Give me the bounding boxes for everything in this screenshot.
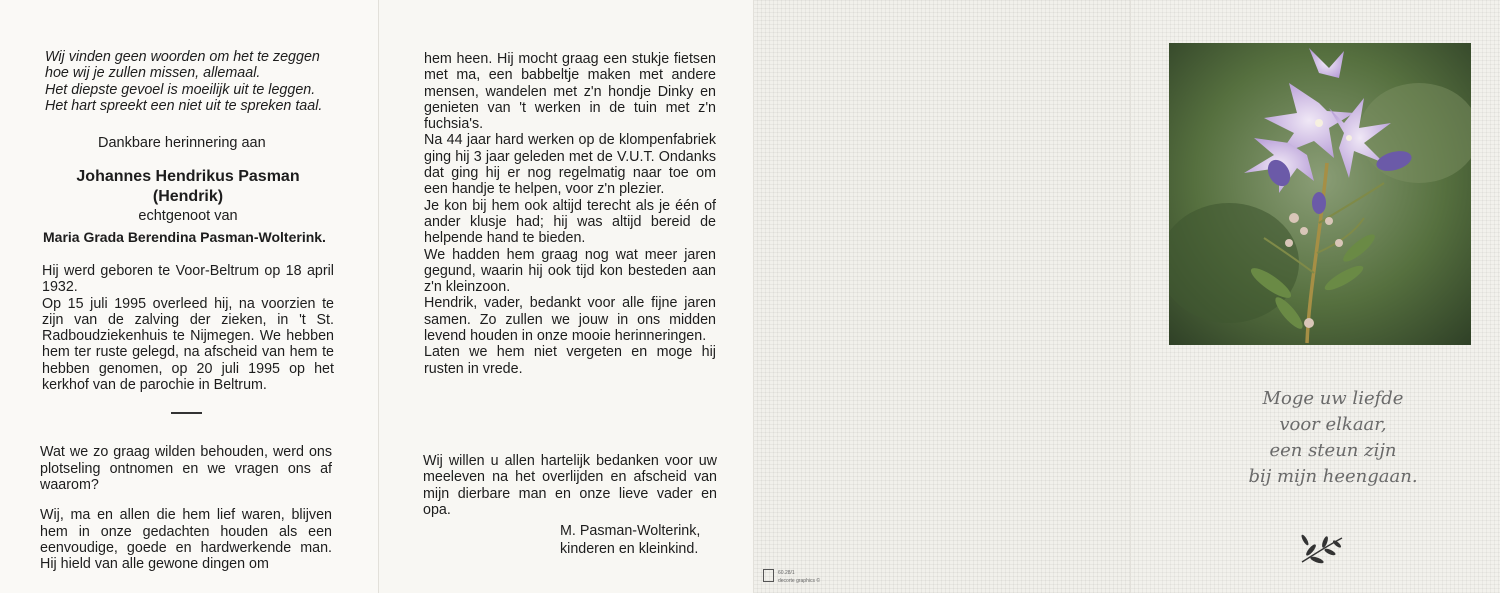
panel-poem-bio <box>0 0 378 593</box>
publisher-logo-icon <box>763 569 774 582</box>
signature-line: M. Pasman-Wolterink, <box>560 523 701 539</box>
leaf-ornament-icon <box>1297 530 1347 570</box>
remembrance-paragraph: Wij, ma en allen die hem lief waren, blijven hem in onze gedachten houden als een eenvoudige, goede en hardwerkende man. Hij hield van alle gewone dingen om <box>40 507 332 573</box>
fold-line <box>753 0 754 593</box>
panel-blank-inner <box>753 0 1130 593</box>
remembrance-paragraph: Hendrik, vader, bedankt voor alle fijne jaren samen. Zo zullen we jouw in ons midden levend houden in onze mooie herinneringen. <box>424 295 716 345</box>
remembrance-paragraph: hem heen. Hij mocht graag een stukje fietsen met ma, een babbeltje maken met andere mensen, wandelen met z'n hondje Dinky en genieten van 't werken in de tuin met z'n fuchsia's. <box>424 51 716 133</box>
spouse-label: echtgenoot van <box>138 208 238 224</box>
fold-line <box>378 0 379 593</box>
remembrance-text <box>40 430 332 587</box>
bio-paragraph: Op 15 juli 1995 overleed hij, na voorzien te zijn van de zalving der zieken, in 't St. Radboudziekenhuis te Nijmegen. We hebben hem ter ruste gelegd, na afscheid van hem te hebben genomen, op 20 juli 1995 op het kerkhof van de parochie in Beltrum. <box>42 295 334 394</box>
remembrance-continued <box>424 51 716 377</box>
signature-line: kinderen en kleinkind. <box>560 541 699 557</box>
spouse-name: Maria Grada Berendina Pasman-Wolterink. <box>43 229 326 245</box>
bio-paragraph: Hij werd geboren te Voor-Beltrum op 18 april 1932. <box>42 263 334 296</box>
remembrance-paragraph: Na 44 jaar hard werken op de klompenfabriek ging hij 3 jaar geleden met de V.U.T. Ondanks dat ging hij er nog regelmatig naar toe om een handje te helpen, voor z'n plezier. <box>424 132 716 198</box>
handwritten-verse: Moge uw liefde voor elkaar, een steun zijn bij mijn heengaan. <box>1248 388 1418 487</box>
deceased-name: Johannes Hendrikus Pasman <box>76 168 300 185</box>
separator-line <box>171 412 202 414</box>
bellflower-photo <box>1169 43 1471 345</box>
remembrance-paragraph: We hadden hem graag nog wat meer jaren gegund, waarin hij ook tijd kon besteden aan z'n kleinzoon. <box>424 246 716 296</box>
fold-line <box>1130 0 1131 593</box>
biography <box>42 263 334 393</box>
remembrance-paragraph: Laten we hem niet vergeten en moge hij rusten in vrede. <box>424 344 716 377</box>
thanks-text: Wij willen u allen hartelijk bedanken voor uw meeleven na het overlijden en afscheid van mijn dierbare man en onze lieve vader en opa. <box>423 453 717 518</box>
publisher-name: decorte graphics © <box>778 578 821 584</box>
remembrance-paragraph: Wat we zo graag wilden behouden, werd ons plotseling ontnomen en we vragen ons af waarom? <box>40 444 332 493</box>
poem: Wij vinden geen woorden om het te zeggen hoe wij je zullen missen, allemaal. Het diepste gevoel is moeilijk uit te leggen. Het hart spreekt een niet uit te spreken taal. <box>45 49 323 114</box>
remembrance-paragraph: Je kon bij hem ook altijd terecht als je één of ander klusje had; hij was altijd bereid de helpende hand te bieden. <box>424 197 716 247</box>
publisher-code: 60.28/1 <box>778 570 795 576</box>
deceased-nickname: (Hendrik) <box>152 188 224 205</box>
signature <box>560 522 700 558</box>
dedication: Dankbare herinnering aan <box>98 135 266 151</box>
